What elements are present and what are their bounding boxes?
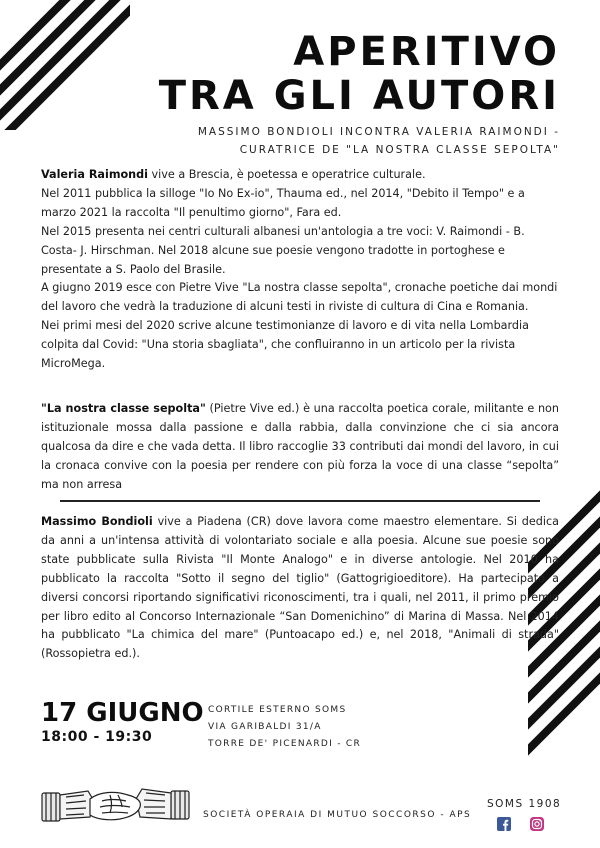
book-description [41,400,559,495]
event-date: 17 GIUGNO [41,698,204,728]
title-line-2: TRA GLI AUTORI [158,73,560,119]
facebook-icon[interactable] [497,817,511,831]
handshake-icon [38,777,193,835]
valeria-paragraph: A giugno 2019 esce con Pietre Vive "La nostra classe sepolta", cronache poetiche dai mondi del lavoro che vedrà la traduzione di alcuni testi in riviste di cultura di Cina e Romania. [41,281,558,314]
organization-name: SOCIETÀ OPERAIA DI MUTUO SOCCORSO - APS [203,810,472,820]
subtitle-line-1: MASSIMO BONDIOLI INCONTRA VALERIA RAIMONDI - [197,126,560,138]
subtitle [198,123,560,159]
valeria-bio-intro [41,166,559,185]
massimo-paragraph [41,513,559,664]
title-line-1: APERITIVO [293,29,560,75]
book-paragraph [41,400,559,495]
valeria-intro-text: vive a Brescia, è poetessa e operatrice culturale. [147,168,426,181]
page-title [159,30,560,118]
valeria-paragraph: Nel 2015 presenta nei centri culturali albanesi un'antologia a tre voci: V. Raimondi - B. Costa- J. Hirschman. Nel 2018 alcune sue poesie vengono tradotte in portoghese e presentate a S. Paolo del Brasile. [41,224,525,276]
book-text: (Pietre Vive ed.) è una raccolta poetica corale, militante e non istituzionale mossa dalla passione e dalla rabbia, dalla convinzione che ci sia ancora qualcosa da dire e che vada detta. Il libro raccoglie 33 contributi dai mondi del lavoro, in cui la cronaca convive con la poesia per rendere con più forza la voce di una classe “sepolta” ma non arresa [41,402,559,491]
valeria-paragraph: Nei primi mesi del 2020 scrive alcune testimonianze di lavoro e di vita nella Lombardia colpita dal Covid: "Una storia sbagliata", che confluiranno in un articolo per la rivista MicroMega. [41,319,529,371]
massimo-text: vive a Piadena (CR) dove lavora come maestro elementare. Si dedica da anni a un'intensa attività di volontariato sociale e alla poesia. Alcune sue poesie sono state pubblicate sulla Rivista "Il Monte Analogo" e in diverse antologie. Nel 2010 ha pubblicato la raccolta "Sotto il segno del tiglio" (Gattogrigioeditore). Ha partecipato a diversi concorsi riportando significativi riconoscimenti, tra i quali, nel 2011, il primo premio per libro edito al Concorso Internazionale “San Domenichino” di Marina di Massa. Nel 2014 ha pubblicato "La chimica del mare" (Puntoacapo ed.) e, nel 2018, "Animali di strada" (Rossopietra ed.). [41,515,559,661]
instagram-icon[interactable] [530,817,544,831]
venue-line-2: VIA GARIBALDI 31/A [208,722,322,732]
subtitle-line-2: CURATRICE DE "LA NOSTRA CLASSE SEPOLTA" [239,144,560,156]
venue-line-3: TORRE DE' PICENARDI - CR [208,739,362,749]
valeria-name: Valeria Raimondi [41,168,148,181]
event-time: 18:00 - 19:30 [41,729,153,745]
book-title: "La nostra classe sepolta" [41,402,206,415]
massimo-name: Massimo Bondioli [41,515,153,528]
massimo-bio [41,513,559,664]
section-divider [60,500,540,502]
valeria-paragraph: Nel 2011 pubblica la silloge "Io No Ex-io", Thauma ed., nel 2014, "Debito il Tempo" e a marzo 2021 la raccolta "Il penultimo giorno", Fara ed. [41,186,525,219]
event-venue [208,702,361,753]
venue-line-1: CORTILE ESTERNO SOMS [208,705,347,715]
corner-stripes-top-left [0,0,130,130]
soms-badge: SOMS 1908 [487,798,562,810]
valeria-bio [41,166,559,374]
